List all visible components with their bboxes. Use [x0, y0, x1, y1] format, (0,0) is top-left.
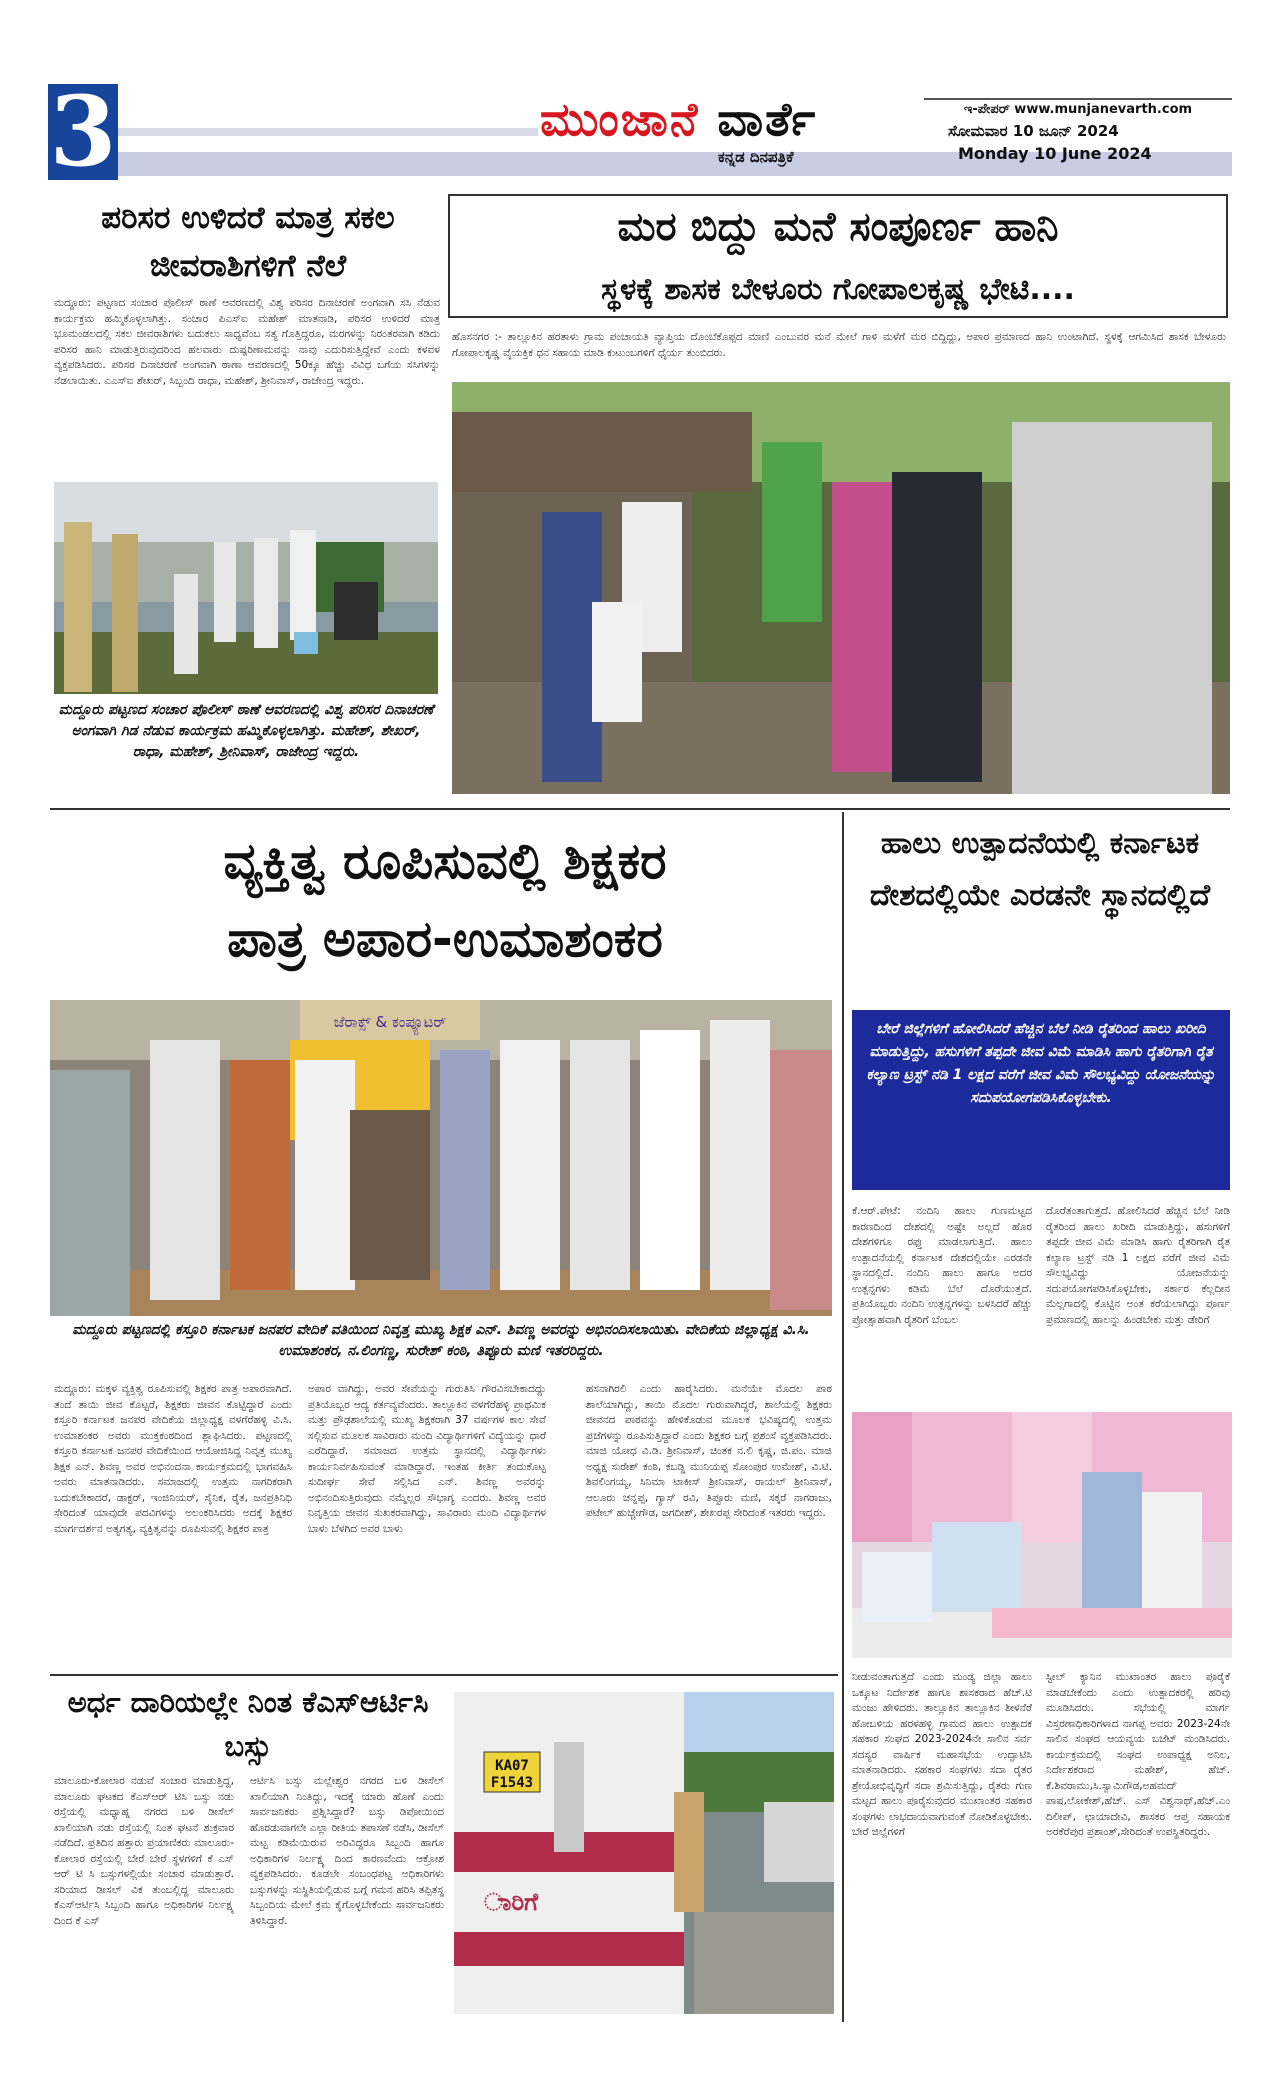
masthead-rule — [118, 128, 538, 136]
story5-photo — [454, 1692, 834, 2014]
tree-planting-photo — [54, 482, 438, 694]
plate-line2: F1543 — [490, 1775, 534, 1791]
stranded-bus-photo — [454, 1692, 834, 2014]
story1-caption: ಮದ್ದೂರು ಪಟ್ಟಣದ ಸಂಚಾರ ಪೊಲೀಸ್ ಠಾಣೆ ಆವರಣದಲ್ಲಿ ವಿಶ್ವ ಪರಿಸರ ದಿನಾಚರಣೆ ಅಂಗವಾಗಿ ಗಿಡ ನೆಡುವ ಕಾರ್ಯಕ್ರಮ ಹಮ್ಮಿಕೊಳ್ಳಲಾಗಿತ್ತು. ಮಹೇಶ್, ಶೇಖರ್, ರಾಧಾ, ಮಹೇಶ್, ಶ್ರೀನಿವಾಸ್, ರಾಜೇಂದ್ರ ಇದ್ದರು. — [58, 702, 434, 760]
story3-col2: ಅಪಾರ ವಾಗಿದ್ದು, ಅವರ ಸೇವೆಯನ್ನು ಗುರುತಿಸಿ ಗೌರವಿಸಬೇಕಾದದ್ದು ಪ್ರತಿಯೊಬ್ಬರ ಆದ್ಯ ಕರ್ತವ್ಯವೆಂದರು. ತಾಲ್ಲೂಕಿನ ವಳಗೆರೆಹಳ್ಳಿ ಪ್ರಾಥಮಿಕ ಮತ್ತು ಪ್ರೌಢಶಾಲೆಯಲ್ಲಿ ಮುಖ್ಯ ಶಿಕ್ಷಕರಾಗಿ 37 ವರ್ಷಗಳ ಕಾಲ ಸೇವೆ ಸಲ್ಲಿಸುವ ಮೂಲಕ ಸಾವಿರಾರು ಮಂದಿ ವಿದ್ಯಾರ್ಥಿಗಳಿಗೆ ವಿದ್ಯೆಯನ್ನು ಧಾರೆ ಎರೆದಿದ್ದಾರೆ. ಸಮಾಜದ ಉತ್ತಮ ಸ್ಥಾನದಲ್ಲಿ ವಿದ್ಯಾರ್ಥಿಗಳು ಕಾರ್ಯನಿರ್ವಹಿಸುವಂತೆ ಮಾಡಿದ್ದಾರೆ. ಇಂತಹ ಕೀರ್ತಿ ತಂದುಕೊಟ್ಟ ಸುದೀರ್ಘ ಸೇವೆ ಸಲ್ಲಿಸಿದ ಎನ್. ಶಿವಣ್ಣ ಅವರನ್ನು ಅಭಿನಂದಿಸುತ್ತಿರುವುದು ನಮ್ಮೆಲ್ಲರ ಸೌಭಾಗ್ಯ ಎಂದರು. ಶಿವಣ್ಣ ಅವರ ನಿವೃತ್ತಿಯ ಜೀವನ ಸುಖಕರವಾಗಿದ್ದು, ಸಾವಿರಾರು ಮಂದಿ ವಿದ್ಯಾರ್ಥಿಗಳ ಬಾಳು ಬೆಳಗಿದ ಅವರ ಬಾಳು — [308, 1383, 546, 1535]
story2-photo — [452, 382, 1230, 794]
felicitation-photo — [50, 1000, 832, 1316]
shop-sign-text: ಜೆರಾಕ್ಸ್ & ಕಂಪ್ಯೂಟರ್ — [333, 1013, 447, 1031]
date-english: Monday 10 June 2024 — [958, 144, 1152, 163]
section-divider — [50, 808, 1230, 810]
story1-photo — [54, 482, 438, 694]
story2-subhead: ಸ್ಥಳಕ್ಕೆ ಶಾಸಕ ಬೇಳೂರು ಗೋಪಾಲಕೃಷ್ಣ ಭೇಟಿ.... — [601, 272, 1075, 307]
story4-col3: ನೀಡುವಂತಾಗುತ್ತದೆ ಎಂದು ಮಂಡ್ಯ ಜಿಲ್ಲಾ ಹಾಲು ಒಕ್ಕೂಟ ನಿರ್ದೇಶಕ ಹಾಗೂ ಶಾಸಕರಾದ ಹೆಚ್.ಟಿ ಮಂಜು ಹೇಳಿದರು. ತಾಲ್ಲೂಕಿನ ತಾಲ್ಲೂಕಿನ ಶೀಳನೆರೆ ಹೋಬಳಿಯ ಹರಳಹಳ್ಳಿ ಗ್ರಾಮದ ಹಾಲು ಉತ್ಪಾದಕ ಸಹಕಾರ ಸಂಘದ 2023-2024ನೇ ಸಾಲಿನ ಸರ್ವ ಸದಸ್ಯರ ವಾರ್ಷಿಕ ಮಹಾಸಭೆಯ ಉದ್ಘಾಟಿಸಿ ಮಾತನಾಡಿದರು. ಸಹಕಾರ ಸಂಘಗಳು ಸದಾ ರೈತರ ಶ್ರೇಯೋಭಿವೃದ್ಧಿಗೆ ಸದಾ ಶ್ರಮಿಸುತ್ತಿದ್ದು, ರೈತರು ಗುಣ ಮಟ್ಟದ ಹಾಲು ಪೂರೈಸುವುದರ ಮುಖಾಂತರ ಸಹಕಾರ ಸಂಘಗಳು ಲಾಭದಾಯವಾಗುವಂತೆ ನೋಡಿಕೊಳ್ಳಬೇಕು. ಬೇರೆ ಜಿಲ್ಲೆಗಳಿಗೆ — [852, 1671, 1032, 1838]
newspaper-logo — [540, 92, 817, 148]
story4-col1: ಕೆ.ಆರ್.ಪೇಟೆ: ನಂದಿನಿ ಹಾಲು ಗುಣಮಟ್ಟದ ಕಾರಣದಿಂದ ದೇಶದಲ್ಲಿ ಅಷ್ಟೇ ಅಲ್ಲದೆ ಹೊರ ದೇಶಗಳಿಗೂ ರಫ್ತು ಮಾಡಲಾಗುತ್ತಿದೆ. ಹಾಲು ಉತ್ಪಾದನೆಯಲ್ಲಿ ಕರ್ನಾಟಕ ದೇಶದಲ್ಲಿಯೇ ಎರಡನೇ ಸ್ಥಾನದಲ್ಲಿದೆ. ನಂದಿನಿ ಹಾಲು ಹಾಗೂ ಅದರ ಉತ್ಪನ್ನಗಳು ಕಡಿಮೆ ಬೆಲೆ ದೊರೆಯುತ್ತದೆ. ಪ್ರತಿಯೊಬ್ಬರು ನಂದಿನಿ ಉತ್ಪನ್ನಗಳನ್ನು ಬಳಸಿದರೆ ಹೆಚ್ಚು ಪ್ರೋತ್ಸಾಹವಾಗಿ ರೈತರಿಗೆ ಬೆಂಬಲ — [852, 1205, 1032, 1326]
bus-text: ಾರಿಗೆ — [484, 1888, 539, 1916]
story5-col2: ಆರ್ಟಿಸಿ ಬಸ್ಸು ಮಲ್ಲೇಶ್ವರ ನಗರದ ಬಳಿ ಡೀಸೆಲ್ ಖಾಲಿಯಾಗಿ ನಿಂತಿದ್ದು, ಇದಕ್ಕೆ ಯಾರು ಹೊಣೆ ಎಂದು ಸಾರ್ವಜನಿಕರು ಪ್ರಶ್ನಿಸಿದ್ದಾರೆ? ಬಸ್ಸು ಡಿಪೋಯಿಂದ ಹೊರಡುವಾಗಲೇ ಎಲ್ಲಾ ರೀತಿಯ ತಪಾಸಣೆ ನಡೆಸಿ, ಡೀಸೆಲ್ ಮಟ್ಟ ಕಡಿಮೆಯಿರುವ ಅರಿವಿದ್ದರೂ ಸಿಬ್ಬಂದಿ ಹಾಗೂ ಅಧಿಕಾರಿಗಳ ನಿರ್ಲಕ್ಷ್ಯ ದಿಂದ ಕಾರಣವೆಂದು ಆಕ್ರೋಶ ವ್ಯಕ್ತಪಡಿಸಿದರು. ಕೂಡಲೇ ಸಂಬಂಧಪಟ್ಟ ಅಧಿಕಾರಿಗಳು ಬಸ್ಸುಗಳನ್ನು ಸುಸ್ಥಿತಿಯಲ್ಲಿಡುವ ಬಗ್ಗೆ ಗಮನ ಹರಿಸಿ ತಪ್ಪಿತಸ್ಥ ಸಿಬ್ಬಂದಿಯ ಮೇಲೆ ಕ್ರಮ ಕೈಗೊಳ್ಳಬೇಕೆಂದು ಸಾರ್ವಜನಿಕರು ತಿಳಿಸಿದ್ದಾರೆ. — [250, 1775, 444, 1927]
logo-part2: ವಾರ್ತೆ — [717, 92, 818, 146]
story4-highlight-box: ಬೇರೆ ಜಿಲ್ಲೆಗಳಿಗೆ ಹೋಲಿಸಿದರೆ ಹೆಚ್ಚಿನ ಬೆಲೆ ನೀಡಿ ರೈತರಿಂದ ಹಾಲು ಖರೀದಿ ಮಾಡುತ್ತಿದ್ದು, ಹಸುಗಳಿಗೆ ತಪ್ಪದೇ ಜೀವ ವಿಮೆ ಮಾಡಿಸಿ ಹಾಗು ರೈತರಿಗಾಗಿ ರೈತ ಕಲ್ಯಾಣ ಟ್ರಸ್ಟ್ ನಡಿ 1 ಲಕ್ಷದ ವರೆಗೆ ಜೀವ ವಿಮೆ ಸೌಲಭ್ಯವಿದ್ದು ಯೋಜನೆಯನ್ನು ಸದುಪಯೋಗಪಡಿಸಿಕೊಳ್ಳಬೇಕು. — [852, 1010, 1230, 1190]
date-kannada: ಸೋಮವಾರ 10 ಜೂನ್ 2024 — [948, 122, 1119, 140]
story4-col4: ಸ್ಟೀಲ್ ಕ್ಯಾನಿನ ಮುಖಾಂತರ ಹಾಲು ಪೂರೈಕೆ ಮಾಡಬೇಕೆಂದು ಎಂದು ಉತ್ಪಾದಕರಲ್ಲಿ ಹರಿವು ಮೂಡಿಸಿದರು. ಸಭೆಯಲ್ಲಿ ಮಾರ್ಗ ವಿಸ್ತರಣಾಧಿಕಾರಿಗಳಾದ ನಾಗಪ್ಪ ಅವರು 2023-24ನೇ ಸಾಲಿನ ಸಂಘದ ಆಯವ್ಯಯ ಬಜೆಟ್ ಮಂಡಿಸಿದರು. ಕಾರ್ಯಕ್ರಮದಲ್ಲಿ ಸಂಘದ ಉಪಾಧ್ಯಕ್ಷ ಅನಿಲ, ನಿರ್ದೇಶಕರಾದ ಮಹೇಶ್, ಹೆಚ್. ಕೆ.ಶಿವರಾಮು,ಸಿ.ಸ್ವಾಮಿಗೌಡ,ಅಹಮದ್ ಪಾಷ,ಲೋಕೇಶ್,ಹೆಚ್. ಎಸ್ ವಿಶ್ವನಾಥ್,ಹೆಚ್.ಎಂ ದಿಲೀಪ್, ಛಾಯಾದೇವಿ, ಶಾಸಕರ ಆಪ್ತ ಸಹಾಯಕ ಅರಕೆರೆಪುರ ಪ್ರಶಾಂತ್,ಸೇರಿದಂತೆ ಉಪಸ್ಥಿತರಿದ್ದರು. — [1046, 1671, 1230, 1838]
story2-headline: ಮರ ಬಿದ್ದು ಮನೆ ಸಂಪೂರ್ಣ ಹಾನಿ — [617, 204, 1059, 250]
epaper-link[interactable]: ಇ-ಪೇಪರ್ www.munjanevarth.com — [924, 98, 1232, 117]
story3-col1: ಮದ್ದೂರು: ಮಕ್ಕಳ ವ್ಯಕ್ತಿತ್ವ ರೂಪಿಸುವಲ್ಲಿ ಶಿಕ್ಷಕರ ಪಾತ್ರ ಅಪಾರವಾಗಿದೆ. ತಂದೆ ತಾಯಿ ಜೀವ ಕೊಟ್ಟರೆ, ಶಿಕ್ಷಕರು ಜೀವನ ಕೊಟ್ಟಿದ್ದಾರೆ ಎಂದು ಕಸ್ತೂರಿ ಕರ್ನಾಟಕ ಜನಪರ ವೇದಿಕೆಯ ಜಿಲ್ಲಾಧ್ಯಕ್ಷ ವಳಗೆರೆಹಳ್ಳಿ ವಿ.ಸಿ. ಉಮಾಶಂಕರ ಅವರು ಮುಕ್ತಕಂಠದಿಂದ ಶ್ಲಾಘಿಸಿದರು. ಪಟ್ಟಣದಲ್ಲಿ ಕಸ್ತೂರಿ ಕರ್ನಾಟಕ ಜನಪರ ವೇದಿಕೆಯಿಂದ ಆಯೋಜಿಸಿದ್ದ ನಿವೃತ್ತ ಮುಖ್ಯ ಶಿಕ್ಷಕ ಎನ್. ಶಿವಣ್ಣ ಅವರ ಅಭಿನಂದನಾ ಕಾರ್ಯಕ್ರಮದಲ್ಲಿ ಭಾಗವಹಿಸಿ ಅವರು ಮಾತನಾಡಿದರು. ಸಮಾಜದಲ್ಲಿ ಉತ್ತಮ ನಾಗರಿಕರಾಗಿ ಬದುಕಬೇಕಾದರೆ, ಡಾಕ್ಟರ್, ಇಂಜಿನಿಯರ್, ಸೈನಿಕ, ರೈತ, ಜನಪ್ರತಿನಿಧಿ ಸೇರಿದಂತೆ ಯಾವುದೇ ಪದವಿಗಳನ್ನು ಅಲಂಕರಿಸಿದರು ಅದಕ್ಕೆ ಶಿಕ್ಷಕರ ಮಾರ್ಗದರ್ಶನ ಅತ್ಯಗತ್ಯ, ವ್ಯಕ್ತಿತ್ವವನ್ನು ರೂಪಿಸುವಲ್ಲಿ ಶಿಕ್ಷಕರ ಪಾತ್ರ — [54, 1383, 292, 1535]
plate-line1: KA07 — [495, 1758, 529, 1774]
story4-headline: ಹಾಲು ಉತ್ಪಾದನೆಯಲ್ಲಿ ಕರ್ನಾಟಕ ದೇಶದಲ್ಲಿಯೇ ಎರಡನೇ ಸ್ಥಾನದಲ್ಲಿದೆ — [869, 826, 1211, 913]
story3-headline — [50, 822, 840, 978]
story3-photo — [50, 1000, 832, 1316]
logo-subtitle: ಕನ್ನಡ ದಿನಪತ್ರಿಕೆ — [718, 148, 794, 166]
logo-part1: ಮುಂಜಾನೆ — [540, 92, 700, 146]
story5-col1: ಮಾಲೂರು-ಕೋಲಾರ ನಡುವೆ ಸಂಚಾರ ಮಾಡುತ್ತಿದ್ದ, ಮಾಲೂರು ಘಟಕದ ಕೆಎಸ್ಆರ್ ಟಿಸಿ ಬಸ್ಸು ನಡು ರಸ್ತೆಯಲ್ಲಿ ಮಧ್ಯಾಹ್ನ ನಗರದ ಬಳಿ ಡೀಸೆಲ್ ಖಾಲಿಯಾಗಿ ನಡು ರಸ್ತೆಯಲ್ಲಿ ನಿಂತ ಘಟನೆ ಶುಕ್ರವಾರ ನಡೆದಿದೆ. ಪ್ರತಿದಿನ ಹತ್ತಾರು ಪ್ರಯಾಣಿಕರು ಮಾಲೂರು-ಕೋಲಾರ ರಸ್ತೆಯಲ್ಲಿ ಬೇರೆ ಬೇರೆ ಸ್ಥಳಗಳಿಗೆ ಕೆ ಎಸ್ ಆರ್ ಟಿ ಸಿ ಬಸ್ಸುಗಳಲ್ಲಿಯೇ ಸಂಚಾರ ಮಾಡುತ್ತಾರೆ. ಸರಿಯಾದ ಡೀಸಲ್ ವಿಕ ತುಂಬಲ್ಲಿದ್ದ ಮಾಲೂರು ಕೆಎಸ್ಆರ್ಟಿಸಿ ಸಿಬ್ಬಂದಿ ಹಾಗೂ ಅಧಿಕಾರಿಗಳ ನಿರ್ಲಕ್ಷ್ಯ ದಿಂದ ಕೆ ಎಸ್ — [54, 1775, 234, 1927]
story2-body: ಹೊಸನಗರ :- ತಾಲ್ಲೂಕಿನ ಹರತಾಳು ಗ್ರಾಮ ಪಂಚಾಯತಿ ವ್ಯಾಪ್ತಿಯ ದೊಂಬೆಕೊಪ್ಪದ ಮಾಣಿ ಎಂಬುವರ ಮನೆ ಮೇಲೆ ಗಾಳಿ ಮಳೆಗೆ ಮರ ಬಿದ್ದಿದ್ದು, ಅಪಾರ ಪ್ರಮಾಣದ ಹಾನಿ ಉಂಟಾಗಿದೆ. ಸ್ಥಳಕ್ಕೆ ಆಗಮಿಸಿದ ಶಾಸಕ ಬೇಳೂರು ಗೋಪಾಲಕೃಷ್ಣ ವೈಯಕ್ತಿಕ ಧನ ಸಹಾಯ ಮಾಡಿ ಕುಟುಂಬಗಳಿಗೆ ಧೈರ್ಯ ತುಂಬಿದರು. — [452, 331, 1226, 359]
page-number: 3 — [49, 75, 117, 188]
story3-caption: ಮದ್ದೂರು ಪಟ್ಟಣದಲ್ಲಿ ಕಸ್ತೂರಿ ಕರ್ನಾಟಕ ಜನಪರ ವೇದಿಕೆ ವತಿಯಿಂದ ನಿವೃತ್ತ ಮುಖ್ಯ ಶಿಕ್ಷಕ ಎನ್. ಶಿವಣ್ಣ ಅವರನ್ನು ಅಭಿನಂದಿಸಲಾಯಿತು. ವೇದಿಕೆಯ ಜಿಲ್ಲಾಧ್ಯಕ್ಷ ವಿ.ಸಿ. ಉಮಾಶಂಕರ, ನ.ಲಿಂಗಣ್ಣ, ಸುರೇಶ್ ಕಂಠಿ, ತಿಪ್ಪೂರು ಮಣಿ ಇತರರಿದ್ದರು. — [72, 1322, 810, 1359]
story4-col2: ದೊರೆತಂತಾಗುತ್ತದೆ. ಹೋಲಿಸಿದರೆ ಹೆಚ್ಚಿನ ಬೆಲೆ ನೀಡಿ ರೈತರಿಂದ ಹಾಲು ಖರೀದಿ ಮಾಡುತ್ತಿದ್ದು, ಹಸುಗಳಿಗೆ ತಪ್ಪದೇ ಜೀವ ವಿಮೆ ಮಾಡಿಸಿ ಹಾಗು ರೈತರಿಗಾಗಿ ರೈತ ಕಲ್ಯಾಣ ಟ್ರಸ್ಟ್ ನಡಿ 1 ಲಕ್ಷದ ವರೆಗೆ ಜೀವ ವಿಮೆ ಸೌಲಭ್ಯವಿದ್ದು ಯೋಜನೆಯನ್ನು ಸದುಪಯೋಗಪಡಿಸಿಕೊಳ್ಳಬೇಕು, ಸರ್ಕಾರ ಕೆಲ್ಲದೀನ ಮೆಲ್ಲಗಾದಲ್ಲಿ ಕೊಟ್ಟಿನ ಅಂತ ಕರೆಯಲಾಗಿದ್ದು ಪೂರ್ಣ ಪ್ರಮಾಣದಲ್ಲಿ ಹಾಲನ್ನು ಹಿಂಡಬೇಕು ಮತ್ತು ಡೇರಿಗೆ — [1046, 1205, 1230, 1326]
story1-body: ಮದ್ದೂರು: ಪಟ್ಟಣದ ಸಂಚಾರ ಪೊಲೀಸ್ ಠಾಣೆ ಆವರಣದಲ್ಲಿ ವಿಶ್ವ ಪರಿಸರ ದಿನಾಚರಣೆ ಅಂಗವಾಗಿ ಸಸಿ ನೆಡುವ ಕಾರ್ಯಕ್ರಮ ಹಮ್ಮಿಕೊಳ್ಳಲಾಗಿತ್ತು. ಸಂಚಾರ ಪಿಎಸ್ಐ ಮಹೇಶ್ ಮಾತನಾಡಿ, ಪರಿಸರ ಉಳಿದರೆ ಮಾತ್ರ ಭೂಮಂಡಲದಲ್ಲಿ ಸಕಲ ಜೀವರಾಶಿಗಳು ಬದುಕಲು ಸಾಧ್ಯವೆಂಬ ಸತ್ಯ ಗೊತ್ತಿದ್ದರೂ, ಮರಗಳನ್ನು ನಿರಂತರವಾಗಿ ಕಡಿದು ಪರಿಸರ ಹಾನಿ ಮಾಡುತ್ತಿರುವುದರಿಂದ ಹಲವಾರು ದುಷ್ಪರಿಣಾಮವನ್ನು ನಾವು ಎದುರಿಸುತ್ತಿದ್ದೇವೆ ಎಂದು ಕಳವಳ ವ್ಯಕ್ತಪಡಿಸಿದರು. ಪರಿಸರ ದಿನಾಚರಣೆ ಅಂಗವಾಗಿ ಠಾಣಾ ಆವರಣದಲ್ಲಿ 50ಕ್ಕೂ ಹೆಚ್ಚು ವಿವಿಧ ಬಗೆಯ ಸಸಿಗಳನ್ನು ನೆಡಲಾಯಿತು. ಎಎಸ್ಐ ಶೇಖರ್, ಸಿಬ್ಬಂದಿ ರಾಧಾ, ಮಹೇಶ್, ಶ್ರೀನಿವಾಸ್, ರಾಜೇಂದ್ರ ಇದ್ದರು. — [54, 297, 440, 387]
section-divider-2 — [50, 1674, 838, 1676]
story3-headline-line2: ಪಾತ್ರ ಅಪಾರ-ಉಮಾಶಂಕರ — [227, 910, 663, 968]
story4-photo — [852, 1412, 1232, 1658]
story1-headline: ಪರಿಸರ ಉಳಿದರೆ ಮಾತ್ರ ಸಕಲ ಜೀವರಾಶಿಗಳಿಗೆ ನೆಲೆ — [101, 200, 395, 284]
column-divider — [842, 812, 844, 2022]
house-damage-photo — [452, 382, 1230, 794]
dairy-meeting-photo — [852, 1412, 1232, 1658]
story3-headline-line1: ವ್ಯಕ್ತಿತ್ವ ರೂಪಿಸುವಲ್ಲಿ ಶಿಕ್ಷಕರ — [223, 832, 667, 890]
story5-headline: ಅರ್ಧ ದಾರಿಯಲ್ಲೇ ನಿಂತ ಕೆಎಸ್ಆರ್ಟಿಸಿ ಬಸ್ಸು — [67, 1685, 429, 1763]
story3-col3: ಹಸನಾಗಿರಲಿ ಎಂದು ಹಾರೈಸಿದರು. ಮನೆಯೇ ಮೊದಲ ಪಾಠ ಶಾಲೆಯಾಗಿದ್ದು, ತಾಯಿ ಮೊದಲ ಗುರುವಾಗಿದ್ದರೆ, ಶಾಲೆಯಲ್ಲಿ ಶಿಕ್ಷಕರು ಜೀವನದ ಪಾಠವನ್ನು ಹೇಳಿಕೊಡುವ ಮೂಲಕ ಭವಿಷ್ಯದಲ್ಲಿ ಉತ್ತಮ ಪ್ರಜೆಗಳನ್ನು ರೂಪಿಸುತ್ತಿದ್ದಾರೆ ಎಂದು ಶಿಕ್ಷಕರ ಬಗ್ಗೆ ಪ್ರಶಂಸೆ ವ್ಯಕ್ತಪಡಿಸಿದರು. ಮಾಜಿ ಯೋಧ ವಿ.ಡಿ. ಶ್ರೀನಿವಾಸ್, ಚಿಂತಕ ನ.ಲಿ ಕೃಷ್ಣ, ಜಿ.ಪಂ. ಮಾಜಿ ಅಧ್ಯಕ್ಷ ಸುರೇಶ್ ಕಂಠಿ, ಕಬಡ್ಡಿ ಮುನಿಯಪ್ಪ ಸೋಂಪುರ ಉಮೇಶ್, ವಿ.ಟಿ. ಶಿವಲಿಂಗಯ್ಯ, ಸಿನಿಮಾ ಟಾಕೀಸ್ ಶ್ರೀನಿವಾಸ್, ರಾಯಲ್ ಶ್ರೀನಿವಾಸ್, ಆಲೂರು ಚನ್ನಪ್ಪ, ಗ್ಯಾಸ್ ರವಿ, ತಿಪ್ಪೂರು ಮಣಿ, ಸಕ್ಕರೆ ನಾಗರಾಜು, ಪಟೇಲ್ ಹುಚ್ಚೇಗೌಡ, ಜಗದೀಶ್, ಶೇಖರಪ್ಪ ಸೇರಿದಂತೆ ಇತರರು ಇದ್ದರು. — [586, 1383, 832, 1519]
